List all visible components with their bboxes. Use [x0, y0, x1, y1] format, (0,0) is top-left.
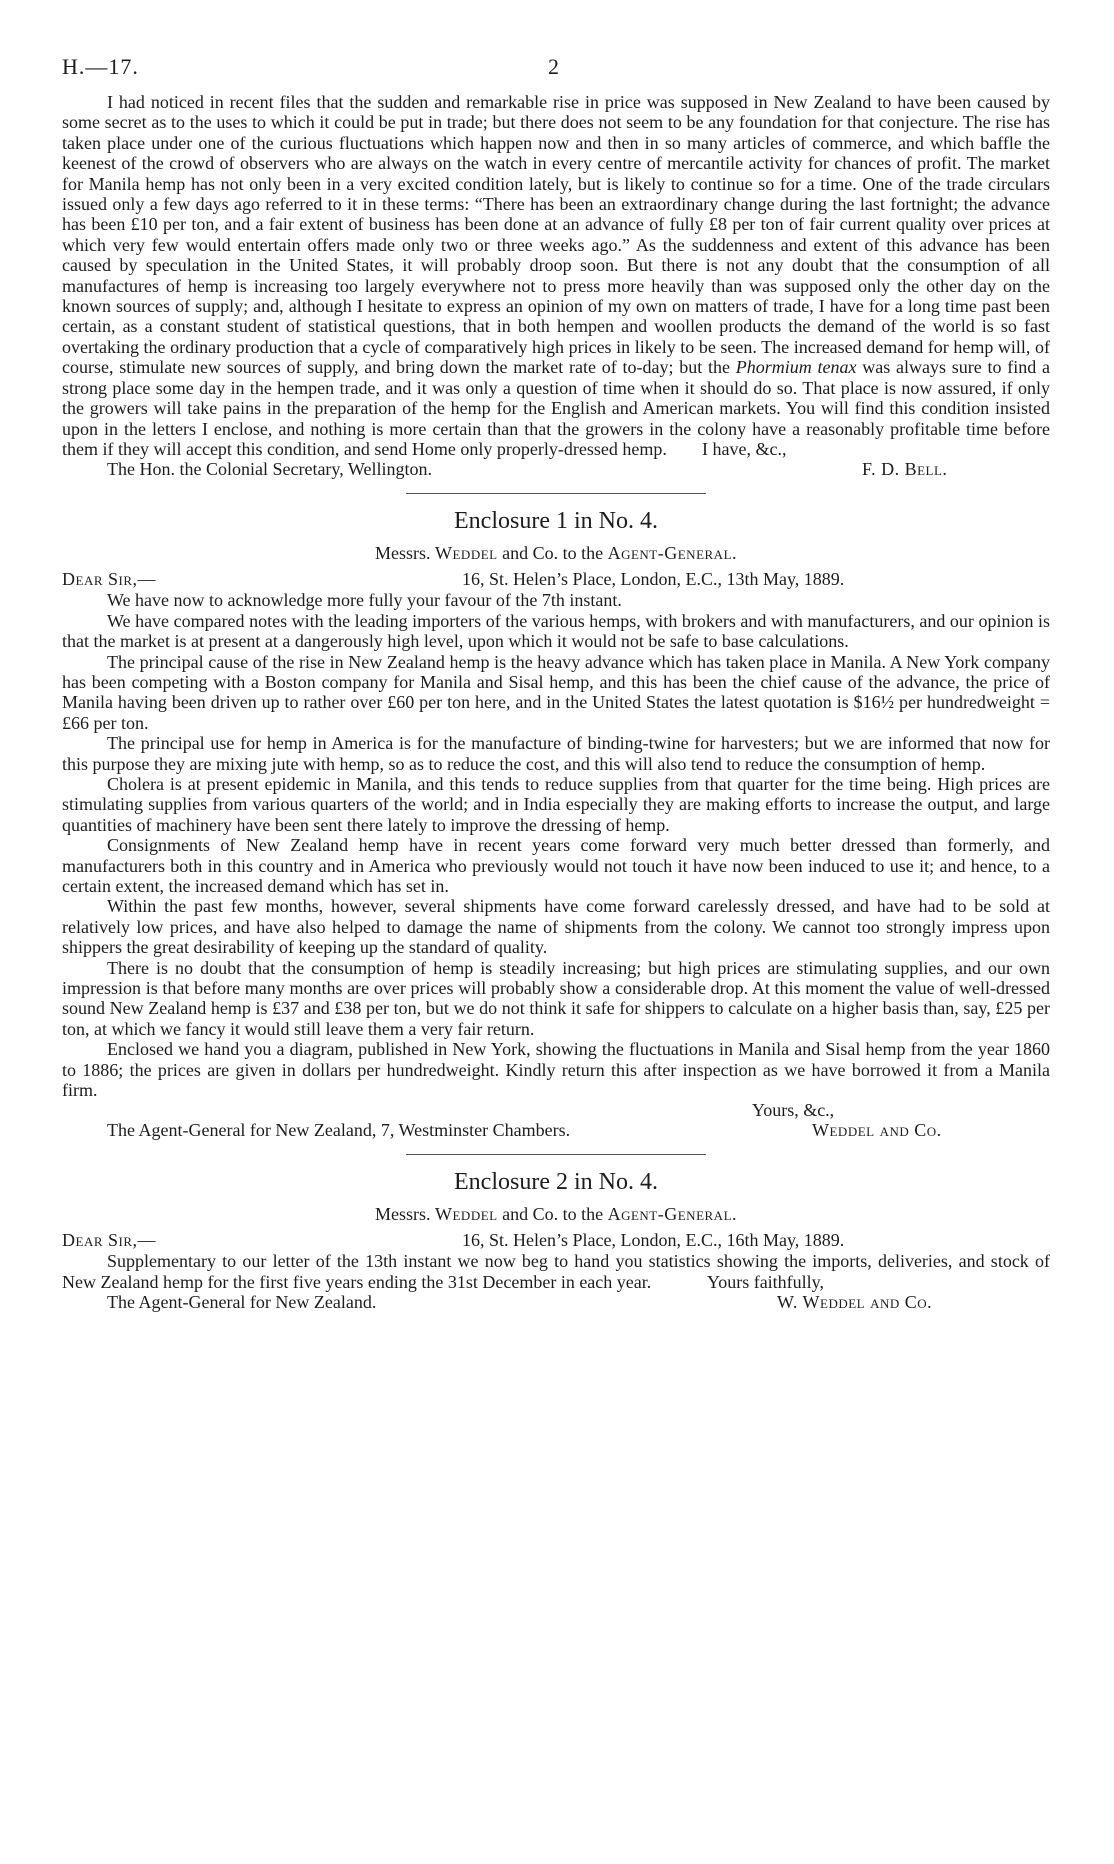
letter-paragraph-end: was always sure to find a strong place some day in the hempen trade, and it was only a question of time when it should do so. That place is now assured, if only the growers will take pains in the preparation of the hemp for the English and American markets. You will find this condition insisted upon in the letters I enclose, and nothing is more certain than that the growers in the colony have a reasonably profitable time before them if they will accept this condition, and send Home only properly-dressed hemp. [62, 357, 1051, 459]
subtitle-recipient: Agent-General. [607, 543, 738, 564]
enclosure-1-salutation-row [62, 568, 1050, 590]
enclosure-2-title: Enclosure 2 in No. 4. [454, 1169, 658, 1196]
address-date: 16, St. Helen’s Place, London, E.C., 16th May, 1889. [462, 1230, 845, 1251]
enclosure-1-paragraph: The principal cause of the rise in New Zealand hemp is the heavy advance which has taken place in Manila. A New York company has been competing with a Boston company for Manila and Sisal hemp, and this has been the chief cause of the advance, the price of Manila having been driven up to rather over £60 per ton here, and in the United States the latest quotation is $16½ per hundredweight = £66 per ton. [62, 651, 1050, 733]
enclosure-2-signoff-row [62, 1292, 1050, 1312]
enclosure-2-subtitle [62, 1203, 1050, 1225]
subtitle-mid: and Co. to the [502, 543, 604, 564]
enclosure-1-paragraph: We have now to acknowledge more fully your favour of the 7th instant. [107, 590, 622, 611]
enclosure-2-salutation-row [62, 1229, 1050, 1251]
letter-closing: I have, &c., [702, 439, 787, 460]
salutation: Dear Sir,— [62, 1230, 157, 1251]
enclosure-2-closing: Yours faithfully, [707, 1272, 825, 1293]
enclosure-1-closing: Yours, &c., [752, 1100, 835, 1121]
enclosure-2-paragraph: Supplementary to our letter of the 13th instant we now beg to hand you statistics showing the imports, deliveries, and stock of New Zealand hemp for the first five years ending the 31st December in each year. [62, 1251, 1050, 1292]
enclosure-1-signature: Weddel and Co. [812, 1120, 942, 1141]
enclosure-1-paragraph: The principal use for hemp in America is for the manufacture of binding-twine for harvesters; but we are informed that now for this purpose they are mixing jute with hemp, so as to reduce the cost, and this will also tend to reduce the consumption of hemp. [62, 733, 1050, 774]
enclosure-1-closing-row [62, 1100, 1050, 1120]
section-divider [406, 1154, 706, 1155]
letter-signoff-row [62, 459, 1050, 479]
enclosure-2-addressee: The Agent-General for New Zealand. [107, 1292, 377, 1313]
address-date: 16, St. Helen’s Place, London, E.C., 13th May, 1889. [462, 569, 845, 590]
enclosure-1-paragraph: Consignments of New Zealand hemp have in recent years come forward very much better dressed than formerly, and manufacturers both in this country and in America who previously would not touch it have now been induced to use it; and hence, to a certain extent, the increased demand which has set in. [62, 835, 1050, 896]
document-page [62, 54, 1050, 1312]
subtitle-recipient: Agent-General. [607, 1204, 738, 1225]
section-divider [406, 493, 706, 494]
salutation: Dear Sir,— [62, 569, 157, 590]
enclosure-1-paragraph: Cholera is at present epidemic in Manila, and this tends to reduce supplies from that quarter for the time being. High prices are stimulating supplies from various quarters of the world; and in India especially they are making efforts to increase the output, and large quantities of machinery have been sent there lately to improve the dressing of hemp. [62, 773, 1050, 835]
enclosure-1-paragraph: Within the past few months, however, several shipments have come forward carelessly dressed, and have had to be sold at relatively low prices, and have also helped to damage the name of shipments from the colony. We cannot too strongly impress upon shippers the great desirability of keeping up the standard of quality. [62, 896, 1050, 958]
subtitle-firm: Weddel [435, 543, 498, 564]
subtitle-prefix: Messrs. [374, 543, 431, 564]
species-name: Phormium tenax [735, 357, 857, 378]
enclosure-1-subtitle [62, 542, 1050, 564]
enclosure-1-title: Enclosure 1 in No. 4. [454, 508, 658, 535]
page-number: 2 [548, 54, 559, 79]
letter-paragraph-text: I had noticed in recent files that the sudden and remarkable rise in price was supposed in New Zealand to have been caused by some secret as to the uses to which it could be put in trade; but there does not seem to be any foundation for that conjecture. The rise has taken place under one of the curious fluctuations which happen now and then in so many articles of commerce, and which baffle the keenest of the crowd of observers who are always on the watch in every centre of mercantile activity for chances of profit. The market for Manila hemp has not only been in a very excited condition lately, but is likely to continue so for a time. One of the trade circulars issued only a few days ago referred to it in these terms: “There has been an extraordinary change during the last fortnight; the advance has been £10 per ton, and a fair extent of business has been done at an advance of fully £8 per ton of fair current quality over prices at which very few would entertain offers made only two or three weeks ago.” As the suddenness and extent of this advance has been caused by speculation in the United States, it will probably droop soon. But there is not any doubt that the consumption of all manufactures of hemp is increasing too largely everywhere not to press more heavily than was supposed only the other day on the known sources of supply; and, although I hesitate to express an opinion of my own on matters of trade, I have for a long time past been certain, as a constant student of statistical questions, that in both hempen and woollen products the demand of the world is so fast overtaking the ordinary production that a cycle of comparatively high prices in likely to be seen. The increased demand for hemp will, of course, stimulate new sources of supply, and bring down the market rate of to-day; but the [62, 92, 1050, 378]
subtitle-prefix: Messrs. [374, 1204, 431, 1225]
subtitle-firm: Weddel [435, 1204, 498, 1225]
subtitle-mid: and Co. to the [502, 1204, 604, 1225]
enclosure-1-paragraph: There is no doubt that the consumption of hemp is steadily increasing; but high prices are stimulating supplies, and our own impression is that before many months are over prices will probably show a considerable drop. At this moment the value of well-dressed sound New Zealand hemp is £37 and £38 per ton, but we do not think it safe for shippers to calculate on a higher basis than, say, £25 per ton, at which we fancy it would still leave them a very fair return. [62, 957, 1050, 1039]
enclosure-1-addressee: The Agent-General for New Zealand, 7, Westminster Chambers. [107, 1120, 571, 1141]
enclosure-1-paragraph: We have compared notes with the leading importers of the various hemps, with brokers and with manufacturers, and our opinion is that the market is at present at a dangerously high level, upon which it would not be safe to base calculations. [62, 610, 1050, 652]
enclosure-1-signoff-row [62, 1120, 1050, 1140]
document-code: H.—17. [62, 54, 139, 79]
page-header [62, 54, 1050, 92]
letter-signature: F. D. Bell. [862, 459, 948, 480]
letter-body-paragraph [62, 92, 1050, 459]
enclosure-1-paragraph: Enclosed we hand you a diagram, published in New York, showing the fluctuations in Manila and Sisal hemp from the year 1860 to 1886; the prices are given in dollars per hundredweight. Kindly return this after inspection as we have borrowed it from a Manila firm. [62, 1039, 1050, 1101]
enclosure-2-signature: W. Weddel and Co. [777, 1292, 933, 1313]
letter-addressee: The Hon. the Colonial Secretary, Wellington. [107, 459, 432, 480]
